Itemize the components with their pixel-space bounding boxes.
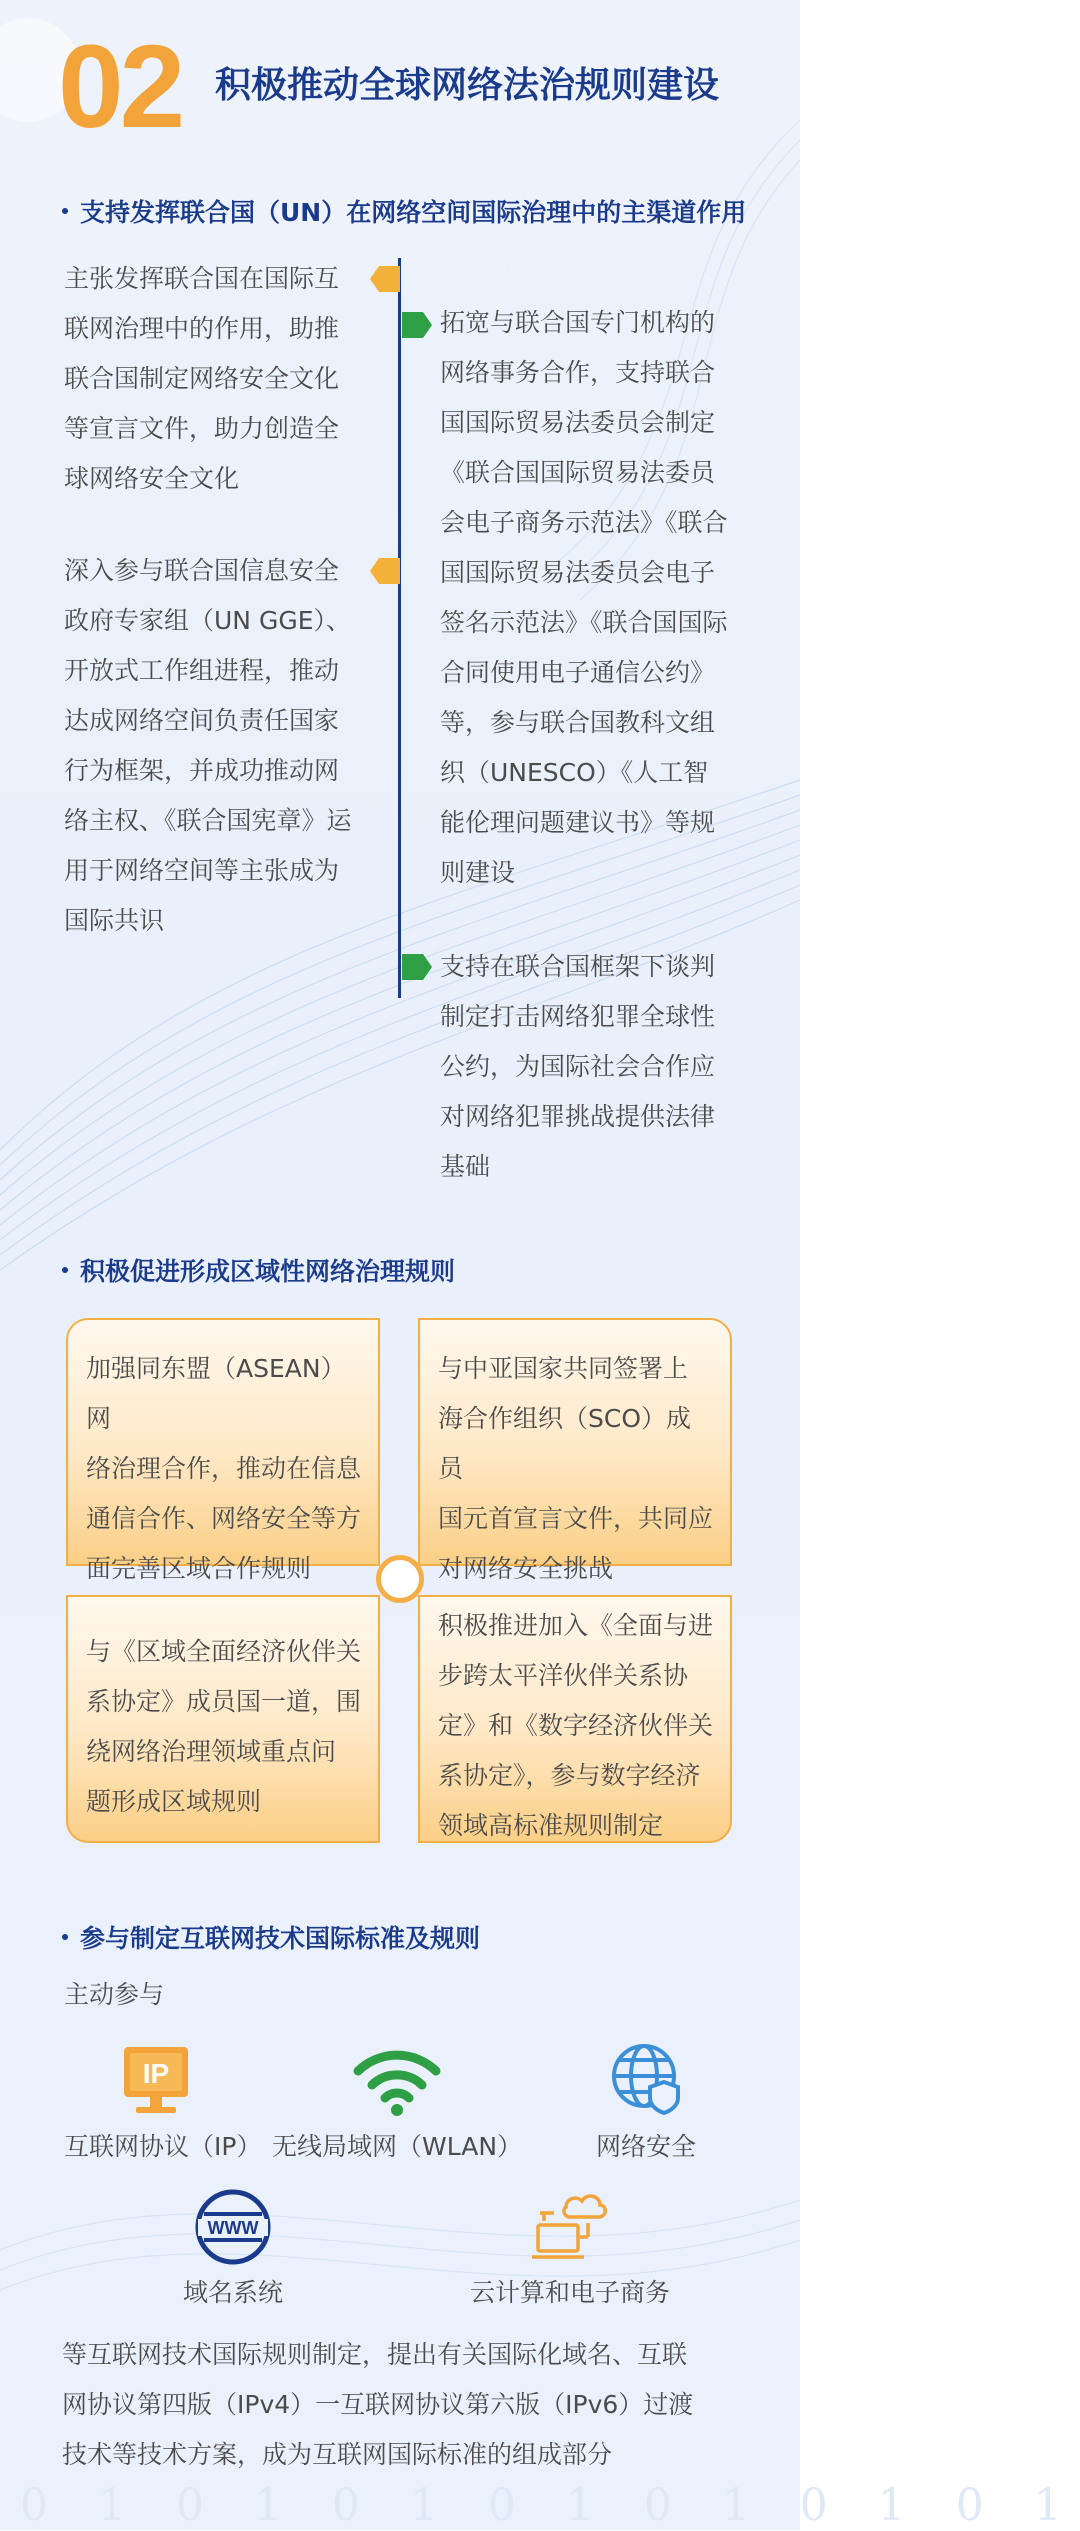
security-label: 网络安全 [595,2132,696,2161]
bullet-dot-icon [62,208,68,214]
section-number: 02 [58,21,182,153]
region-box-asean: 加强同东盟（ASEAN）网 络治理合作，推动在信息 通信合作、网络安全等方 面完善区域合作规则 [66,1318,380,1566]
wifi-icon [352,2045,442,2117]
www-globe-icon [194,2188,272,2266]
section-3-title [62,1922,480,1956]
svg-text:WWW: WWW [207,2218,259,2238]
center-circle-icon [376,1555,424,1603]
section-1-title-text: 支持发挥联合国（UN）在网络空间国际治理中的主渠道作用 [80,198,747,227]
section-1-title [62,196,746,230]
standards-paragraph: 等互联网技术国际规则制定，提出有关国际化域名、互联 网协议第四版（IPv4）一互联网协议第六版（IPv6）过渡 技术等技术方案，成为互联网国际标准的组成部分 [62,2340,694,2469]
region-box-cptpp: 积极推进加入《全面与进 步跨太平洋伙伴关系协 定》和《数字经济伙伴关 系协定》，参与数字经济 领域高标准规则制定 [418,1595,732,1843]
cloud-label: 云计算和电子商务 [469,2278,670,2307]
svg-text:IP: IP [142,2058,170,2089]
un-item-1: 主张发挥联合国在国际互 联网治理中的作用，助推 联合国制定网络安全文化 等宣言文件，助力创造全 球网络安全文化 [64,264,340,493]
wlan-label: 无线局域网（WLAN） [272,2132,523,2161]
ip-monitor-icon [120,2045,196,2117]
section-3-title-text: 参与制定互联网技术国际标准及规则 [80,1924,481,1953]
bullet-dot-icon [62,1934,68,1940]
region-box-sco: 与中亚国家共同签署上 海合作组织（SCO）成员 国元首宣言文件，共同应 对网络安全挑战 [418,1318,732,1566]
ip-label: 互联网协议（IP） [64,2132,262,2161]
dns-label: 域名系统 [182,2278,283,2307]
section-3-subtitle: 主动参与 [64,1980,165,2009]
timeline-line [398,258,401,998]
region-box-rcep: 与《区域全面经济伙伴关 系协定》成员国一道，围 绕网络治理领域重点问 题形成区域规则 [66,1595,380,1843]
decorative-binary-pattern: 0 1 0 1 0 1 0 1 0 1 0 1 0 1 [20,2480,1080,2531]
section-2-title [62,1255,455,1289]
bullet-dot-icon [62,1267,68,1273]
un-item-4: 支持在联合国框架下谈判 制定打击网络犯罪全球性 公约，为国际社会合作应 对网络犯罪挑战提供法律 基础 [440,952,716,1181]
un-item-3: 拓宽与联合国专门机构的 网络事务合作，支持联合 国国际贸易法委员会制定 《联合国国际贸易法委员 会电子商务示范法》《联合 国国际贸易法委员会电子 签名示范法》《联合国国际 合同使用电子通信公约》 等，参与联合国教科文组 织（UNESCO）《人工智 能伦理问题建议书》等规 则建设 [440,308,728,887]
cloud-laptop-icon [530,2185,610,2265]
un-item-2: 深入参与联合国信息安全 政府专家组（UN GGE）、 开放式工作组进程，推动 达成网络空间负责任国家 行为框架，并成功推动网 络主权、《联合国宪章》运 用于网络空间等主张成为 国际共识 [64,556,352,935]
section-2-title-text: 积极促进形成区域性网络治理规则 [80,1257,456,1286]
page-title: 积极推动全球网络法治规则建设 [215,65,720,106]
globe-shield-icon [610,2042,684,2116]
